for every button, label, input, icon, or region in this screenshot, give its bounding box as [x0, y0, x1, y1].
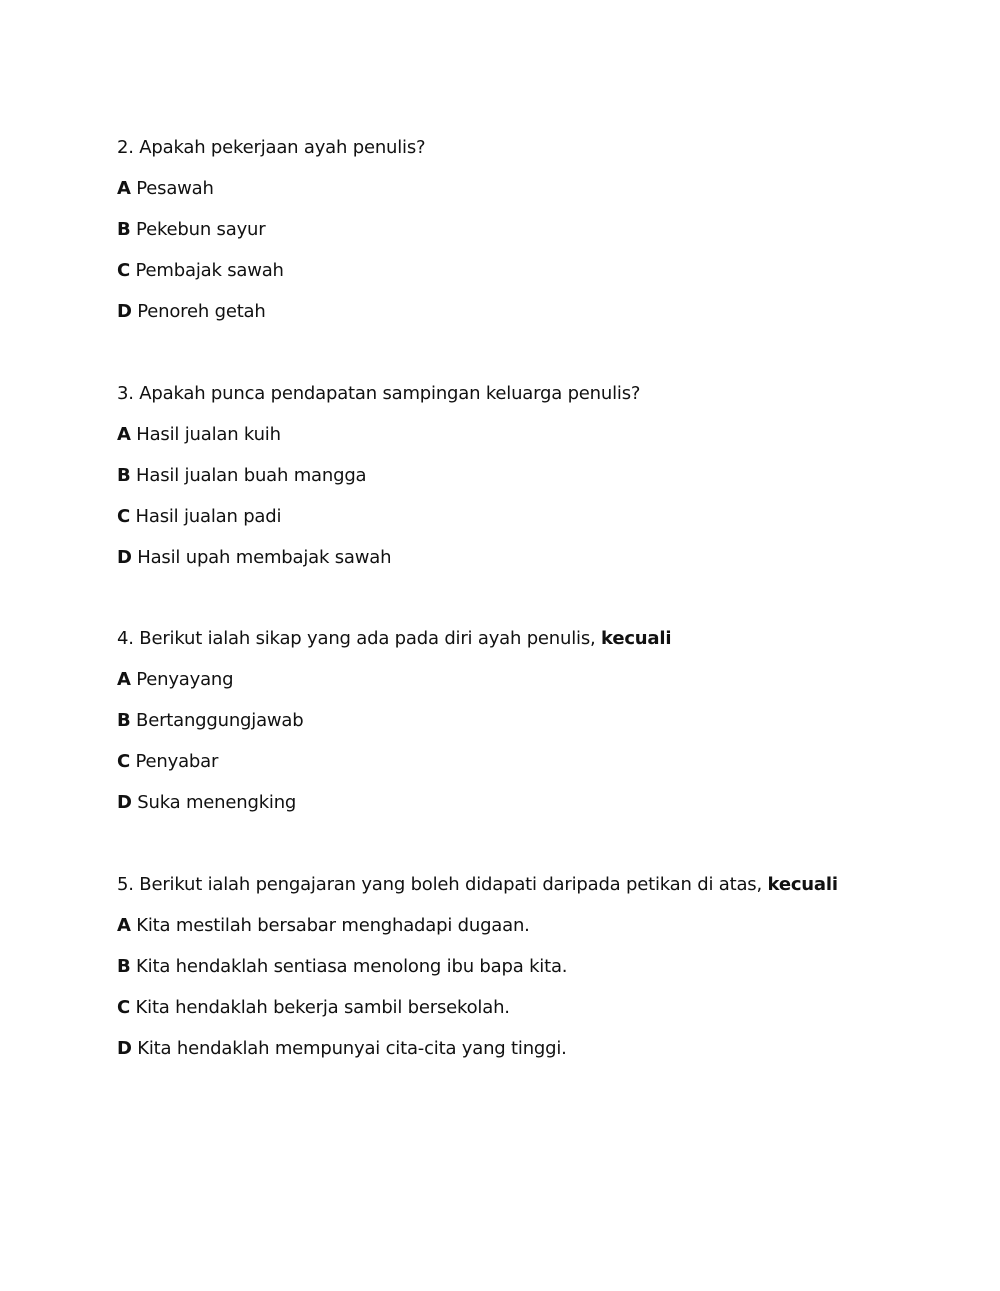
option-letter: B	[117, 710, 131, 731]
option-text: Kita hendaklah sentiasa menolong ibu bapa kita.	[130, 956, 568, 977]
option-letter: A	[117, 669, 131, 690]
question-3-option-b[interactable]	[117, 464, 366, 488]
option-letter: C	[117, 751, 131, 772]
option-letter: B	[117, 956, 131, 977]
option-letter: D	[117, 1038, 132, 1059]
option-text: Suka menengking	[131, 792, 297, 813]
question-3-text: 3. Apakah punca pendapatan sampingan keluarga penulis?	[117, 383, 641, 404]
option-text: Hasil jualan kuih	[130, 424, 281, 445]
question-2-option-b[interactable]	[117, 218, 265, 242]
question-4-stem	[117, 627, 671, 651]
question-4-option-c[interactable]	[117, 750, 218, 774]
option-letter: A	[117, 178, 131, 199]
question-3-stem	[117, 382, 640, 406]
option-letter: B	[117, 219, 131, 240]
question-5-option-d[interactable]	[117, 1037, 567, 1061]
question-5-option-c[interactable]	[117, 996, 510, 1020]
option-letter: C	[117, 260, 131, 281]
question-2-option-c[interactable]	[117, 259, 284, 283]
question-5-text: 5. Berikut ialah pengajaran yang boleh didapati daripada petikan di atas,	[117, 874, 768, 895]
question-4-keyword: kecuali	[601, 628, 672, 649]
option-text: Penyabar	[130, 751, 219, 772]
question-3-option-c[interactable]	[117, 505, 281, 529]
option-text: Kita mestilah bersabar menghadapi dugaan.	[130, 915, 530, 936]
question-2-option-d[interactable]	[117, 300, 266, 324]
question-3-option-d[interactable]	[117, 546, 391, 570]
option-letter: A	[117, 915, 131, 936]
question-5-option-b[interactable]	[117, 955, 567, 979]
option-letter: D	[117, 792, 132, 813]
question-4-option-d[interactable]	[117, 791, 296, 815]
option-text: Bertanggungjawab	[130, 710, 304, 731]
option-letter: C	[117, 506, 131, 527]
option-text: Hasil jualan padi	[130, 506, 282, 527]
question-5-keyword: kecuali	[767, 874, 838, 895]
question-4-option-b[interactable]	[117, 709, 303, 733]
option-text: Hasil jualan buah mangga	[130, 465, 367, 486]
option-text: Kita hendaklah bekerja sambil bersekolah.	[130, 997, 510, 1018]
option-text: Pesawah	[130, 178, 214, 199]
option-text: Pekebun sayur	[130, 219, 266, 240]
option-letter: A	[117, 424, 131, 445]
option-letter: D	[117, 301, 132, 322]
question-2-stem	[117, 136, 425, 160]
option-text: Kita hendaklah mempunyai cita-cita yang tinggi.	[131, 1038, 567, 1059]
option-letter: D	[117, 547, 132, 568]
question-4-option-a[interactable]	[117, 668, 233, 692]
question-5-option-a[interactable]	[117, 914, 530, 938]
question-2-text: 2. Apakah pekerjaan ayah penulis?	[117, 137, 426, 158]
option-text: Penyayang	[130, 669, 234, 690]
question-5-stem	[117, 873, 838, 897]
question-3-option-a[interactable]	[117, 423, 281, 447]
option-text: Penoreh getah	[131, 301, 266, 322]
option-text: Pembajak sawah	[130, 260, 284, 281]
option-text: Hasil upah membajak sawah	[131, 547, 392, 568]
question-4-text: 4. Berikut ialah sikap yang ada pada diri ayah penulis,	[117, 628, 602, 649]
option-letter: C	[117, 997, 131, 1018]
question-2-option-a[interactable]	[117, 177, 214, 201]
option-letter: B	[117, 465, 131, 486]
